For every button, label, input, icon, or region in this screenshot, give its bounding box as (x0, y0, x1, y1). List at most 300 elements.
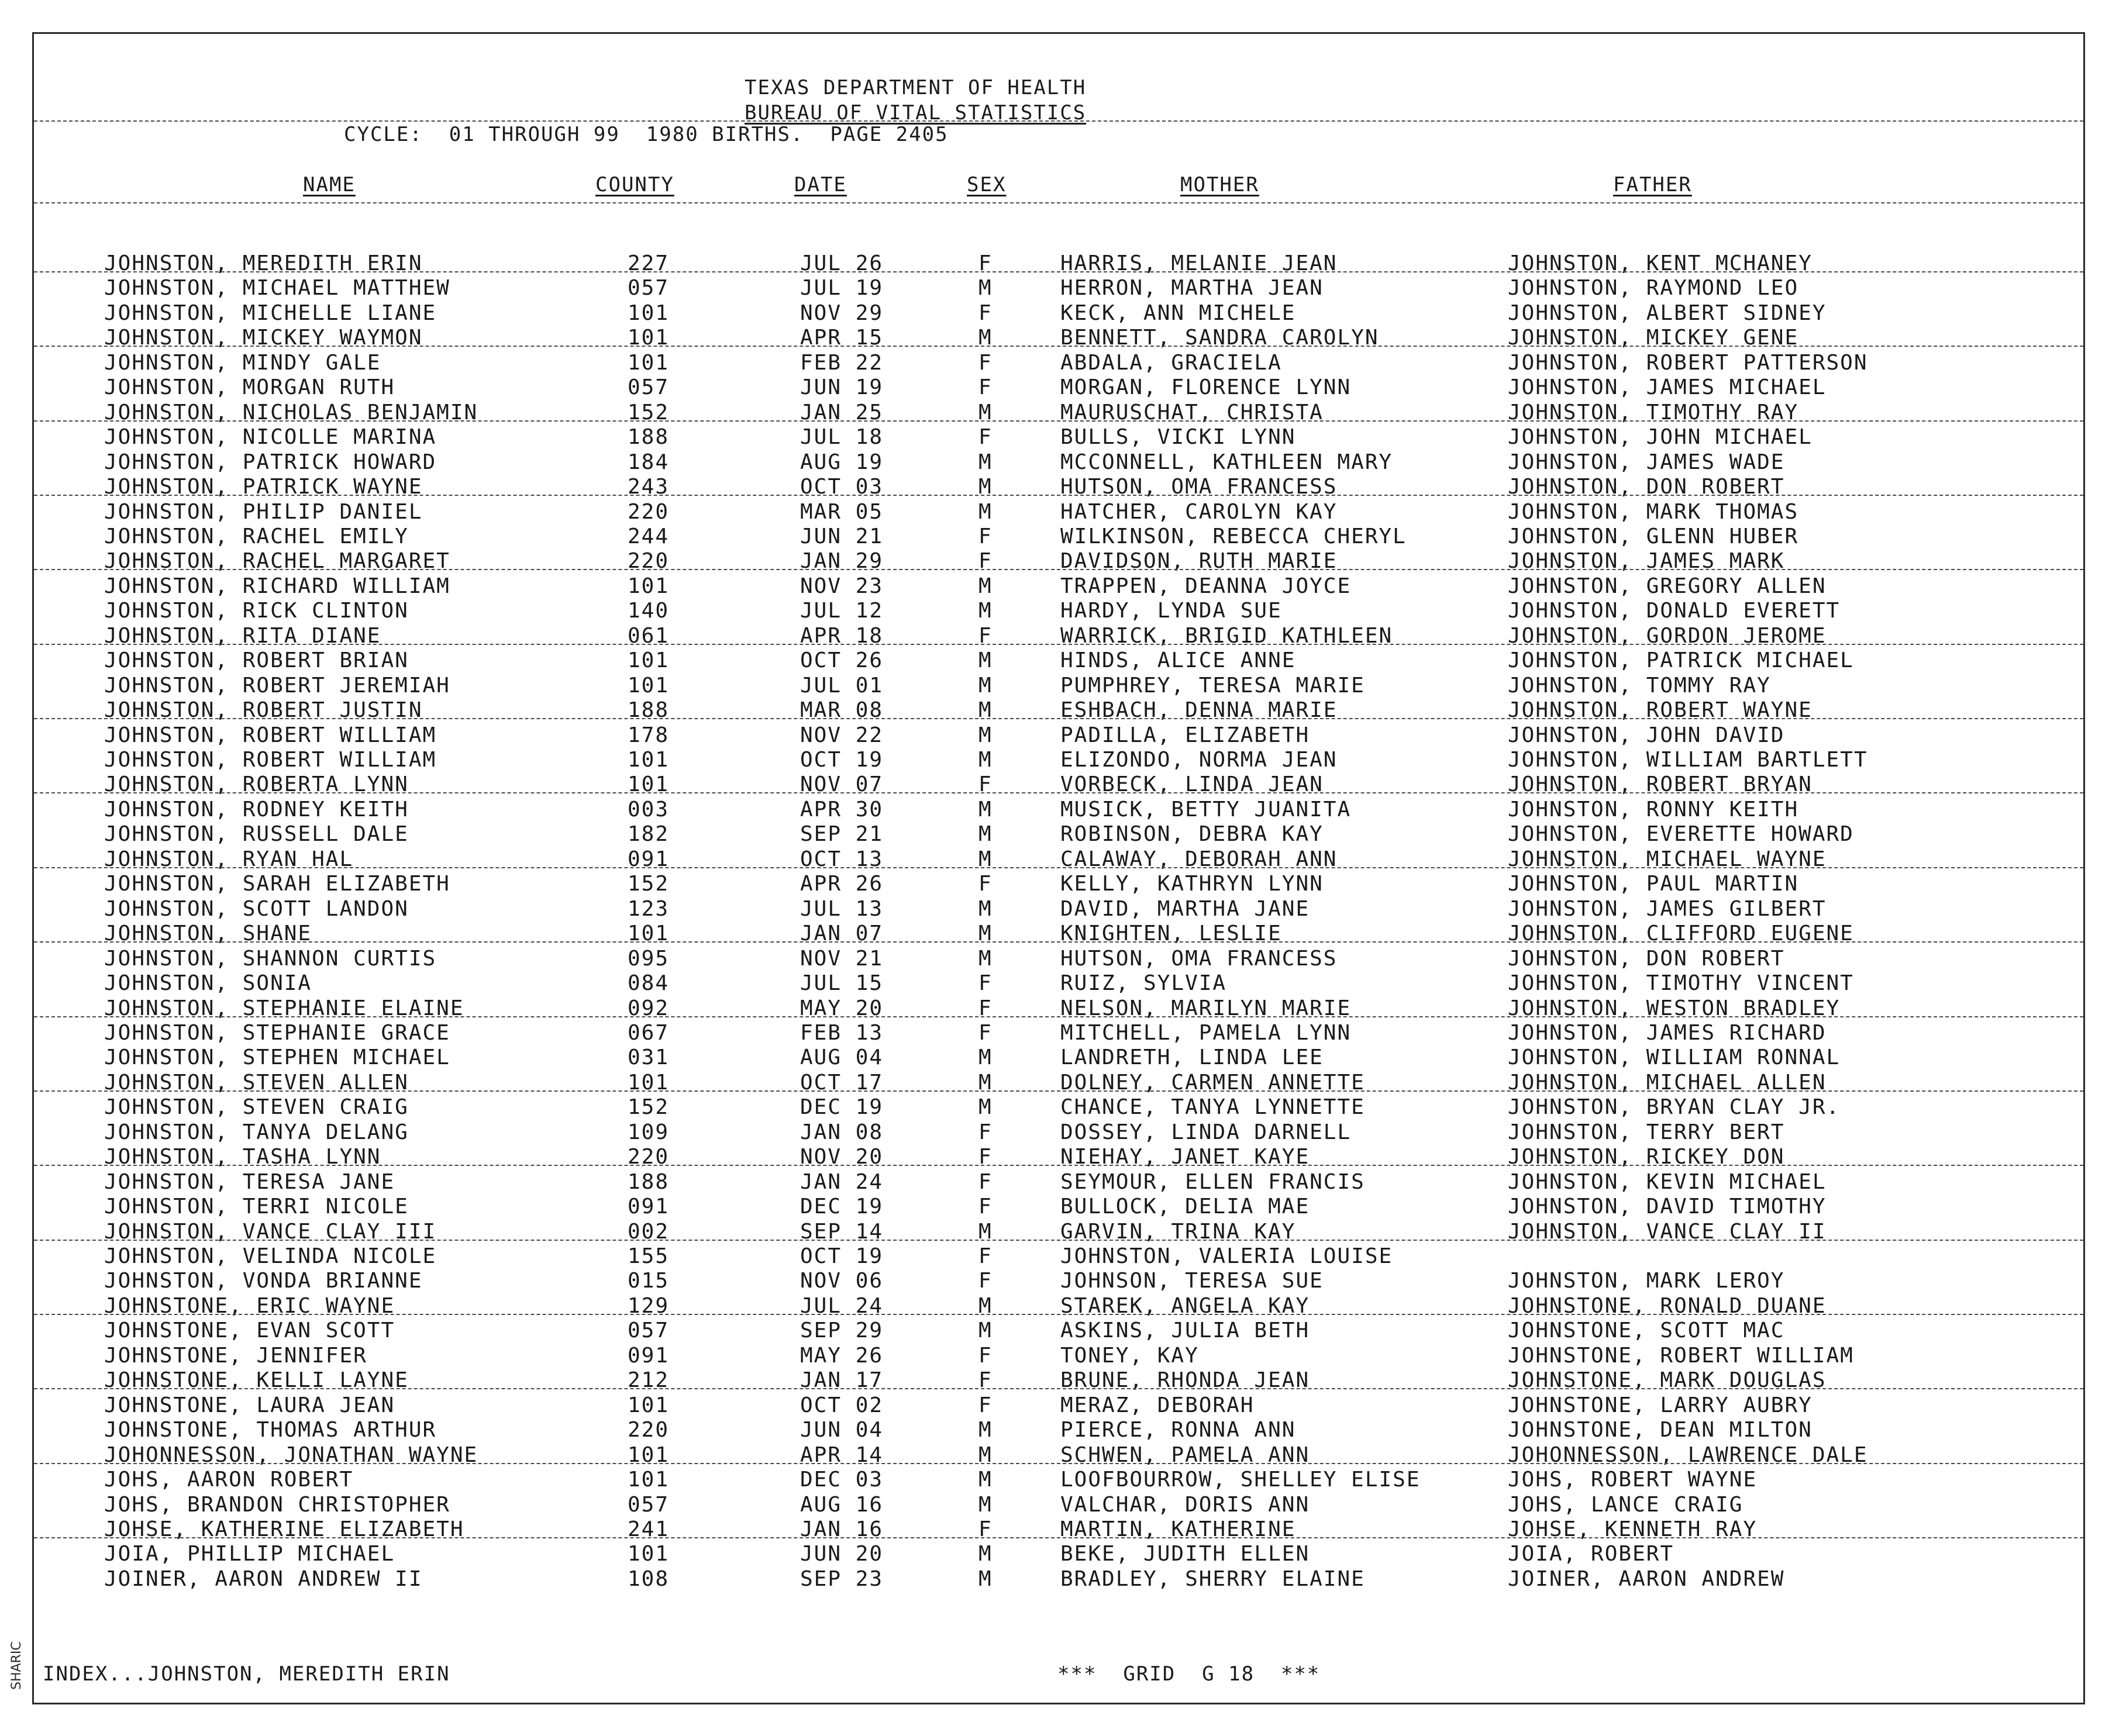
table-row (34, 1319, 2083, 1343)
cell-mother: MUSICK, BETTY JUANITA (1060, 797, 1352, 822)
cell-name: JOHONNESSON, JONATHAN WAYNE (104, 1442, 478, 1467)
cell-date: NOV 29 (800, 301, 884, 325)
cell-father: JOHNSTON, PAUL MARTIN (1508, 872, 1799, 896)
cell-date: FEB 22 (800, 350, 884, 375)
cell-mother: DOLNEY, CARMEN ANNETTE (1060, 1070, 1365, 1095)
cell-father: JOHNSTON, ROBERT PATTERSON (1508, 350, 1868, 375)
cell-date: NOV 20 (800, 1145, 884, 1169)
cell-date: MAR 08 (800, 698, 884, 723)
cell-mother: DAVIDSON, RUTH MARIE (1060, 549, 1338, 574)
cell-county: 002 (628, 1219, 670, 1244)
cell-mother: MORGAN, FLORENCE LYNN (1060, 375, 1352, 400)
cell-name: JOHNSTON, STEVEN CRAIG (104, 1095, 409, 1120)
cell-sex: F (978, 1393, 993, 1417)
cell-mother: VALCHAR, DORIS ANN (1060, 1492, 1310, 1517)
cell-father: JOHNSTONE, DEAN MILTON (1508, 1418, 1813, 1442)
cell-date: JUL 15 (800, 971, 884, 996)
table-row (34, 723, 2083, 748)
cell-mother: MCCONNELL, KATHLEEN MARY (1060, 450, 1393, 474)
cell-county: 220 (628, 1145, 670, 1169)
table-row (34, 1468, 2083, 1492)
cell-sex: M (978, 1442, 993, 1467)
table-row (34, 301, 2083, 326)
cell-county: 188 (628, 698, 670, 723)
cell-county: 241 (628, 1517, 670, 1541)
cell-sex: F (978, 1244, 993, 1268)
cell-county: 123 (628, 896, 670, 921)
cell-name: JOHNSTON, STEPHANIE ELAINE (104, 996, 464, 1020)
cell-date: JUN 20 (800, 1542, 884, 1566)
cell-father: JOHNSTON, ROBERT BRYAN (1508, 772, 1813, 797)
cell-name: JOHNSTON, RITA DIANE (104, 623, 381, 648)
table-row (34, 1244, 2083, 1269)
cell-father: JOHNSTON, PATRICK MICHAEL (1508, 648, 1854, 673)
table-row (34, 798, 2083, 822)
cell-name: JOHNSTON, SCOTT LANDON (104, 896, 409, 921)
column-header-mother: MOTHER (1180, 173, 1259, 196)
cell-mother: TRAPPEN, DEANNA JOYCE (1060, 574, 1352, 598)
cell-father: JOHNSTON, TIMOTHY RAY (1508, 400, 1799, 424)
row-group-divider (34, 644, 2083, 645)
cell-county: 095 (628, 946, 670, 971)
cell-sex: F (978, 1343, 993, 1368)
cell-name: JOHNSTON, VANCE CLAY III (104, 1219, 437, 1244)
side-stamp-label (4, 1631, 27, 1696)
column-header-date: DATE (794, 173, 847, 196)
cell-name: JOHNSTON, RICHARD WILLIAM (104, 574, 450, 598)
cell-name: JOHS, BRANDON CHRISTOPHER (104, 1492, 450, 1517)
cell-father: JOHSE, KENNETH RAY (1508, 1517, 1758, 1541)
row-group-divider (34, 495, 2083, 496)
cell-name: JOHNSTON, NICHOLAS BENJAMIN (104, 400, 478, 424)
table-row (34, 1095, 2083, 1120)
table-row (34, 748, 2083, 772)
cell-county: 091 (628, 1195, 670, 1219)
cell-sex: F (978, 350, 993, 375)
column-header-father: FATHER (1613, 173, 1692, 196)
cell-name: JOHNSTON, ROBERT BRIAN (104, 648, 409, 673)
cell-name: JOHNSTON, NICOLLE MARINA (104, 425, 437, 450)
cell-county: 108 (628, 1566, 670, 1591)
cell-sex: M (978, 723, 993, 747)
cell-county: 057 (628, 276, 670, 301)
header-divider (34, 120, 2083, 122)
cell-name: JOHNSTON, SARAH ELIZABETH (104, 872, 450, 896)
cell-sex: F (978, 425, 993, 450)
row-group-divider (34, 1463, 2083, 1464)
cell-sex: F (978, 1195, 993, 1219)
table-row (34, 1344, 2083, 1368)
cell-father: JOIA, ROBERT (1508, 1542, 1674, 1566)
row-group-divider (34, 1165, 2083, 1166)
cell-date: JUL 24 (800, 1293, 884, 1318)
cell-sex: F (978, 1020, 993, 1045)
cell-name: JOHNSTONE, LAURA JEAN (104, 1393, 395, 1417)
cell-mother: JOHNSTON, VALERIA LOUISE (1060, 1244, 1393, 1268)
cell-mother: HERRON, MARTHA JEAN (1060, 276, 1324, 301)
table-row (34, 1021, 2083, 1045)
cell-date: JUN 19 (800, 375, 884, 400)
cell-sex: M (978, 1566, 993, 1591)
cell-sex: M (978, 1070, 993, 1095)
table-row (34, 1567, 2083, 1592)
cell-mother: HUTSON, OMA FRANCESS (1060, 475, 1338, 499)
cell-mother: WARRICK, BRIGID KATHLEEN (1060, 623, 1393, 648)
row-group-divider (34, 1537, 2083, 1538)
cell-sex: M (978, 847, 993, 871)
cell-sex: M (978, 574, 993, 598)
cell-date: APR 30 (800, 797, 884, 822)
cell-county: 109 (628, 1120, 670, 1144)
cell-name: JOHNSTON, MINDY GALE (104, 350, 381, 375)
column-header-county: COUNTY (595, 173, 674, 196)
cell-mother: SCHWEN, PAMELA ANN (1060, 1442, 1310, 1467)
cell-date: JUL 18 (800, 425, 884, 450)
cell-date: SEP 14 (800, 1219, 884, 1244)
cell-father: JOHNSTON, ALBERT SIDNEY (1508, 301, 1827, 325)
cell-county: 212 (628, 1368, 670, 1393)
cell-name: JOHNSTON, VONDA BRIANNE (104, 1269, 423, 1293)
row-group-divider (34, 1314, 2083, 1315)
cell-date: OCT 13 (800, 847, 884, 871)
cell-father: JOINER, AARON ANDREW (1508, 1566, 1785, 1591)
cell-sex: F (978, 971, 993, 996)
cell-sex: M (978, 326, 993, 350)
cell-father: JOHNSTON, RICKEY DON (1508, 1145, 1785, 1169)
cell-mother: BENNETT, SANDRA CAROLYN (1060, 326, 1379, 350)
cell-mother: RUIZ, SYLVIA (1060, 971, 1227, 996)
cell-mother: MAURUSCHAT, CHRISTA (1060, 400, 1324, 424)
cell-county: 182 (628, 822, 670, 847)
cell-father: JOHNSTON, MARK THOMAS (1508, 499, 1799, 524)
cell-county: 101 (628, 673, 670, 698)
cell-father: JOHNSTON, WESTON BRADLEY (1508, 996, 1841, 1020)
cell-sex: F (978, 251, 993, 275)
cell-name: JOHNSTON, MORGAN RUTH (104, 375, 395, 400)
cell-date: SEP 29 (800, 1319, 884, 1343)
cell-mother: GARVIN, TRINA KAY (1060, 1219, 1296, 1244)
cell-father: JOHNSTON, EVERETTE HOWARD (1508, 822, 1854, 847)
cell-father: JOHNSTON, GLENN HUBER (1508, 524, 1799, 548)
cell-date: OCT 17 (800, 1070, 884, 1095)
cell-date: NOV 07 (800, 772, 884, 797)
cell-name: JOHSE, KATHERINE ELIZABETH (104, 1517, 464, 1541)
cell-name: JOHNSTON, RYAN HAL (104, 847, 354, 871)
cell-mother: DAVID, MARTHA JANE (1060, 896, 1310, 921)
cell-sex: F (978, 549, 993, 574)
cell-sex: M (978, 946, 993, 971)
cell-name: JOHNSTON, STEPHEN MICHAEL (104, 1045, 450, 1070)
cell-mother: CALAWAY, DEBORAH ANN (1060, 847, 1338, 871)
cell-date: JUL 19 (800, 276, 884, 301)
cell-county: 101 (628, 326, 670, 350)
cell-date: AUG 04 (800, 1045, 884, 1070)
cell-county: 057 (628, 1492, 670, 1517)
cell-name: JOHNSTON, RODNEY KEITH (104, 797, 409, 822)
cell-date: JUL 26 (800, 251, 884, 275)
table-row (34, 947, 2083, 971)
cell-name: JOHNSTON, RUSSELL DALE (104, 822, 409, 847)
cell-sex: M (978, 1492, 993, 1517)
cell-name: JOHNSTON, STEPHANIE GRACE (104, 1020, 450, 1045)
cell-county: 057 (628, 1319, 670, 1343)
cell-name: JOHNSTONE, EVAN SCOTT (104, 1319, 395, 1343)
cell-father: JOHNSTON, WILLIAM RONNAL (1508, 1045, 1841, 1070)
cell-sex: M (978, 797, 993, 822)
cell-mother: LOOFBOURROW, SHELLEY ELISE (1060, 1468, 1421, 1492)
cell-father: JOHNSTON, GORDON JEROME (1508, 623, 1827, 648)
cell-father: JOHNSTON, DONALD EVERETT (1508, 599, 1841, 623)
cell-name: JOHNSTON, ROBERT WILLIAM (104, 748, 437, 772)
agency-title: TEXAS DEPARTMENT OF HEALTH (745, 76, 1087, 99)
cell-name: JOINER, AARON ANDREW II (104, 1566, 423, 1591)
cell-sex: F (978, 1120, 993, 1144)
cell-mother: HARRIS, MELANIE JEAN (1060, 251, 1338, 275)
cell-county: 227 (628, 251, 670, 275)
cell-date: NOV 22 (800, 723, 884, 747)
column-header-divider (34, 202, 2083, 203)
cell-county: 091 (628, 847, 670, 871)
cell-county: 092 (628, 996, 670, 1020)
cell-sex: F (978, 301, 993, 325)
cell-name: JOHNSTON, TASHA LYNN (104, 1145, 381, 1169)
cell-mother: HATCHER, CAROLYN KAY (1060, 499, 1338, 524)
cell-county: 101 (628, 1070, 670, 1095)
cell-date: DEC 03 (800, 1468, 884, 1492)
cell-date: JAN 25 (800, 400, 884, 424)
table-row (34, 674, 2083, 698)
cell-sex: M (978, 450, 993, 474)
cell-name: JOHNSTON, PHILIP DANIEL (104, 499, 423, 524)
cell-mother: HUTSON, OMA FRANCESS (1060, 946, 1338, 971)
cell-county: 101 (628, 1442, 670, 1467)
cell-sex: F (978, 872, 993, 896)
cell-father: JOHS, ROBERT WAYNE (1508, 1468, 1758, 1492)
cell-father: JOHNSTONE, SCOTT MAC (1508, 1319, 1785, 1343)
side-stamp-text: SHARIC (9, 1641, 24, 1690)
cell-county: 101 (628, 648, 670, 673)
cell-county: 188 (628, 1169, 670, 1194)
cell-date: NOV 21 (800, 946, 884, 971)
cell-father: JOHNSTON, MICKEY GENE (1508, 326, 1799, 350)
cell-mother: ABDALA, GRACIELA (1060, 350, 1282, 375)
cell-mother: STAREK, ANGELA KAY (1060, 1293, 1310, 1318)
cell-sex: M (978, 1293, 993, 1318)
cell-sex: M (978, 1418, 993, 1442)
cell-date: APR 18 (800, 623, 884, 648)
table-row (34, 599, 2083, 623)
cell-mother: JOHNSON, TERESA SUE (1060, 1269, 1324, 1293)
cell-father: JOHNSTON, JAMES WADE (1508, 450, 1785, 474)
cell-county: 003 (628, 797, 670, 822)
cell-sex: F (978, 375, 993, 400)
cell-mother: ELIZONDO, NORMA JEAN (1060, 748, 1338, 772)
cell-county: 031 (628, 1045, 670, 1070)
cell-sex: F (978, 996, 993, 1020)
cell-county: 101 (628, 922, 670, 946)
cell-date: AUG 16 (800, 1492, 884, 1517)
cell-mother: WILKINSON, REBECCA CHERYL (1060, 524, 1407, 548)
cell-date: MAR 05 (800, 499, 884, 524)
cell-name: JOHNSTONE, THOMAS ARTHUR (104, 1418, 437, 1442)
cell-mother: PUMPHREY, TERESA MARIE (1060, 673, 1365, 698)
cell-name: JOHNSTON, ROBERT JUSTIN (104, 698, 423, 723)
cell-date: OCT 19 (800, 748, 884, 772)
cell-mother: ESHBACH, DENNA MARIE (1060, 698, 1338, 723)
cell-date: APR 15 (800, 326, 884, 350)
table-row (34, 1045, 2083, 1070)
cell-county: 101 (628, 1468, 670, 1492)
cell-sex: F (978, 1145, 993, 1169)
row-group-divider (34, 346, 2083, 347)
cell-father: JOHNSTON, RONNY KEITH (1508, 797, 1799, 822)
cell-county: 152 (628, 1095, 670, 1120)
cell-county: 184 (628, 450, 670, 474)
cell-date: FEB 13 (800, 1020, 884, 1045)
table-row (34, 822, 2083, 847)
cell-county: 091 (628, 1343, 670, 1368)
cell-father: JOHNSTON, CLIFFORD EUGENE (1508, 922, 1854, 946)
cell-name: JOIA, PHILLIP MICHAEL (104, 1542, 395, 1566)
cell-father: JOHONNESSON, LAWRENCE DALE (1508, 1442, 1868, 1467)
table-row (34, 500, 2083, 524)
row-group-divider (34, 867, 2083, 868)
table-row (34, 648, 2083, 673)
table-row (34, 1542, 2083, 1566)
cell-mother: NIEHAY, JANET KAYE (1060, 1145, 1310, 1169)
table-row (34, 375, 2083, 400)
cell-mother: BRADLEY, SHERRY ELAINE (1060, 1566, 1365, 1591)
column-header-sex: SEX (967, 173, 1007, 196)
cell-name: JOHNSTON, TANYA DELANG (104, 1120, 409, 1144)
cell-county: 140 (628, 599, 670, 623)
cell-mother: KNIGHTEN, LESLIE (1060, 922, 1282, 946)
cell-date: JAN 07 (800, 922, 884, 946)
cell-name: JOHNSTON, PATRICK HOWARD (104, 450, 437, 474)
cell-sex: F (978, 1368, 993, 1393)
cell-father: JOHNSTON, DAVID TIMOTHY (1508, 1195, 1827, 1219)
cell-sex: M (978, 1095, 993, 1120)
row-group-divider (34, 1016, 2083, 1017)
row-group-divider (34, 792, 2083, 793)
cell-name: JOHNSTONE, JENNIFER (104, 1343, 367, 1368)
row-group-divider (34, 941, 2083, 943)
cell-mother: ASKINS, JULIA BETH (1060, 1319, 1310, 1343)
cell-sex: F (978, 524, 993, 548)
cell-mother: MERAZ, DEBORAH (1060, 1393, 1255, 1417)
cell-sex: M (978, 1542, 993, 1566)
table-row (34, 1269, 2083, 1293)
cell-father: JOHNSTON, RAYMOND LEO (1508, 276, 1799, 301)
cell-date: DEC 19 (800, 1195, 884, 1219)
cell-date: MAY 20 (800, 996, 884, 1020)
cell-county: 067 (628, 1020, 670, 1045)
cell-mother: HINDS, ALICE ANNE (1060, 648, 1296, 673)
cell-date: DEC 19 (800, 1095, 884, 1120)
table-row (34, 897, 2083, 922)
cell-name: JOHNSTON, RICK CLINTON (104, 599, 409, 623)
cell-name: JOHNSTONE, ERIC WAYNE (104, 1293, 395, 1318)
cell-father: JOHNSTON, JAMES MARK (1508, 549, 1785, 574)
cell-sex: F (978, 772, 993, 797)
bureau-title: BUREAU OF VITAL STATISTICS (745, 101, 1087, 125)
cell-date: JAN 16 (800, 1517, 884, 1541)
cell-date: NOV 23 (800, 574, 884, 598)
cell-name: JOHNSTON, MICHAEL MATTHEW (104, 276, 450, 301)
cell-father: JOHNSTON, BRYAN CLAY JR. (1508, 1095, 1841, 1120)
cell-county: 188 (628, 425, 670, 450)
cell-father: JOHNSTON, DON ROBERT (1508, 946, 1785, 971)
cell-date: JUL 13 (800, 896, 884, 921)
cell-date: JUN 04 (800, 1418, 884, 1442)
cell-date: OCT 26 (800, 648, 884, 673)
cell-date: JAN 24 (800, 1169, 884, 1194)
cell-mother: PIERCE, RONNA ANN (1060, 1418, 1296, 1442)
cell-father: JOHNSTON, TOMMY RAY (1508, 673, 1771, 698)
cell-father: JOHNSTONE, RONALD DUANE (1508, 1293, 1827, 1318)
table-row (34, 1170, 2083, 1195)
cell-date: OCT 03 (800, 475, 884, 499)
cell-father: JOHNSTON, VANCE CLAY II (1508, 1219, 1827, 1244)
table-row (34, 1120, 2083, 1145)
cell-mother: LANDRETH, LINDA LEE (1060, 1045, 1324, 1070)
cell-county: 220 (628, 549, 670, 574)
cell-sex: M (978, 276, 993, 301)
cell-father: JOHNSTON, MICHAEL ALLEN (1508, 1070, 1827, 1095)
table-row (34, 1418, 2083, 1442)
cell-father: JOHNSTON, JAMES MICHAEL (1508, 375, 1827, 400)
cell-mother: ROBINSON, DEBRA KAY (1060, 822, 1324, 847)
table-row (34, 351, 2083, 375)
cell-name: JOHNSTON, ROBERT JEREMIAH (104, 673, 450, 698)
cell-name: JOHNSTON, ROBERT WILLIAM (104, 723, 437, 747)
cell-sex: M (978, 896, 993, 921)
cell-sex: M (978, 499, 993, 524)
row-group-divider (34, 1388, 2083, 1389)
cell-date: SEP 23 (800, 1566, 884, 1591)
cell-name: JOHNSTON, VELINDA NICOLE (104, 1244, 437, 1268)
cell-name: JOHNSTON, PATRICK WAYNE (104, 475, 423, 499)
cell-date: OCT 19 (800, 1244, 884, 1268)
cell-date: JUN 21 (800, 524, 884, 548)
cell-date: JAN 17 (800, 1368, 884, 1393)
table-row (34, 524, 2083, 549)
cell-father: JOHNSTON, JAMES RICHARD (1508, 1020, 1827, 1045)
cell-date: JAN 29 (800, 549, 884, 574)
cell-mother: KELLY, KATHRYN LYNN (1060, 872, 1324, 896)
cell-father: JOHNSTONE, ROBERT WILLIAM (1508, 1343, 1854, 1368)
table-row (34, 1493, 2083, 1517)
cell-sex: M (978, 673, 993, 698)
cell-county: 057 (628, 375, 670, 400)
cell-father: JOHNSTON, ROBERT WAYNE (1508, 698, 1813, 723)
column-header-name: NAME (303, 173, 356, 196)
cell-name: JOHNSTON, ROBERTA LYNN (104, 772, 409, 797)
cell-mother: HARDY, LYNDA SUE (1060, 599, 1282, 623)
cell-county: 101 (628, 1542, 670, 1566)
cell-mother: BEKE, JUDITH ELLEN (1060, 1542, 1310, 1566)
cell-county: 015 (628, 1269, 670, 1293)
index-footer: INDEX...JOHNSTON, MEREDITH ERIN (43, 1662, 450, 1686)
table-row (34, 872, 2083, 896)
cell-father: JOHNSTON, MICHAEL WAYNE (1508, 847, 1827, 871)
cell-sex: F (978, 1269, 993, 1293)
cell-county: 244 (628, 524, 670, 548)
cell-father: JOHNSTON, KEVIN MICHAEL (1508, 1169, 1827, 1194)
cell-sex: M (978, 922, 993, 946)
cell-father: JOHNSTON, TIMOTHY VINCENT (1508, 971, 1854, 996)
table-row (34, 1393, 2083, 1418)
